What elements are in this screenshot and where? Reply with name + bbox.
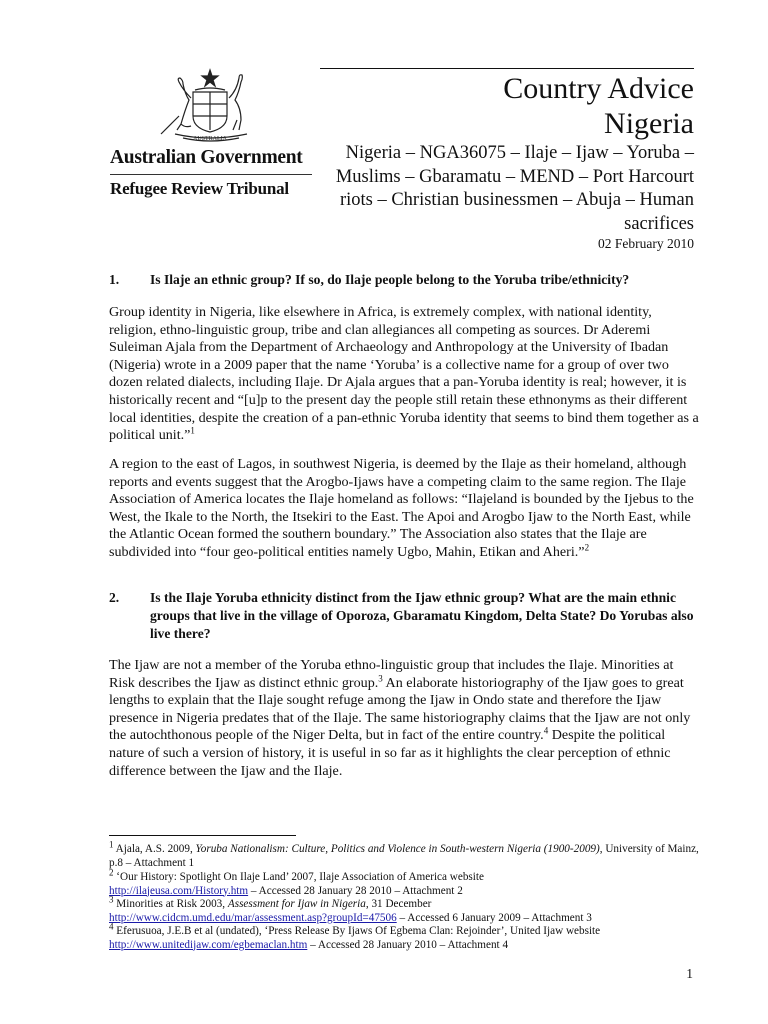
agency-divider — [110, 174, 312, 175]
footnote-text: Minorities at Risk 2003, — [113, 898, 228, 910]
footnote-divider — [109, 835, 296, 836]
agency-name: Australian Government — [110, 147, 303, 168]
section-heading-2 — [109, 589, 709, 643]
section-number: 1. — [109, 272, 120, 287]
footnote-text: , University of Mainz, p.8 – Attachment 1 — [109, 843, 699, 869]
paragraph-text: A region to the east of Lagos, in southwest Nigeria, is deemed by the Ilaje as their homeland, although reports and events suggest that the Arogbo-Ijaws have a competing claim to the same region. The Ilaje Association of America locates the Ilaje homeland as follows: “Ilajeland is bounded by the Ijebus to the West, the Ikale to the North, the Itsekiri to the East. The Apoi and Arogbo Ijaw to the North East, while the Atlantic Ocean formed the southern boundary.” The Association also states that the Ilaje are subdivided into “four geo-political entities namely Ugbo, Mahin, Etikan and Aheri.” — [109, 456, 694, 560]
footnote-text: – Accessed 28 January 28 2010 – Attachment 2 — [248, 884, 463, 897]
paragraph-1 — [109, 304, 701, 445]
footnote-text: , 31 December — [365, 898, 432, 910]
section-number: 2. — [109, 590, 120, 605]
section-question: Is Ilaje an ethnic group? If so, do Ilaje people belong to the Yoruba tribe/ethnicity? — [150, 272, 630, 287]
section-heading-1 — [109, 271, 709, 289]
tribunal-name: Refugee Review Tribunal — [110, 179, 289, 198]
header-rule — [320, 68, 694, 69]
paragraph-text: Group identity in Nigeria, like elsewhere in Africa, is extremely complex, with national identity, religion, ethno-linguistic group, tribe and clan allegiances all competing as sources. Dr Aderemi Suleiman Ajala from the Department of Archaeology and Anthropology at the University of Ibadan (Nigeria) wrote in a 2009 paper that the name ‘Yoruba’ is a collective name for a group of over two dozen related dialects, including Ilaje. Dr Ajala argues that a pan-Yoruba identity is real; however, it is historically recent and “[u]p to the present day the people still retain these ethnonyms as their different local identities, despite the creation of a pan-ethnic Yoruba identity that seems to bind them together as a political unit.” — [109, 304, 699, 444]
footnote-ref: 4 — [543, 725, 549, 736]
footnote-number: 1 — [109, 839, 114, 850]
document-country: Nigeria — [604, 107, 694, 140]
footnote-2 — [109, 867, 709, 898]
footnote-ref: 3 — [378, 672, 383, 683]
document-date: 02 February 2010 — [598, 236, 694, 251]
document-title: Country Advice — [503, 72, 694, 105]
paragraph-2 — [109, 456, 701, 562]
svg-text:AUSTRALIA: AUSTRALIA — [193, 136, 227, 142]
footnote-text: Ajala, A.S. 2009, — [113, 843, 196, 855]
paragraph-3 — [109, 657, 701, 780]
footnote-text: ‘Our History: Spotlight On Ilaje Land’ 2007, Ilaje Association of America website — [113, 871, 484, 883]
paragraph-text: Despite the political nature of such a version of history, it is useful in so far as it highlights the clear perception of ethnic difference between the Ijaw and the Ilaje. — [109, 727, 671, 779]
paragraph-text: The Ijaw are not a member of the Yoruba ethno-linguistic group that includes the Ilaje. Minorities at Risk describes the Ijaw as distinct ethnic group. — [109, 657, 674, 691]
footnote-3 — [109, 894, 709, 925]
footnote-title: Yoruba Nationalism: Culture, Politics and Violence in South-western Nigeria (1900-2009) — [195, 843, 600, 855]
footnote-link[interactable]: http://www.unitedijaw.com/egbemaclan.htm — [109, 938, 308, 951]
footnote-ref: 1 — [190, 425, 195, 436]
footnote-ref: 2 — [584, 542, 590, 553]
footnote-text: Eferusuoa, J.E.B et al (undated), ‘Press Release By Ijaws Of Egbema Clan: Rejoinder’, United Ijaw website — [113, 925, 601, 937]
coat-of-arms-logo — [155, 68, 265, 144]
footnote-text: – Accessed 6 January 2009 – Attachment 3 — [396, 911, 592, 924]
document-subject: Nigeria – NGA36075 – Ilaje – Ijaw – Yoruba – Muslims – Gbaramatu – MEND – Port Harcourt riots – Christian businessmen – Abuja – Human sacrifices — [335, 143, 694, 234]
footnote-link[interactable]: http://www.cidcm.umd.edu/mar/assessment.asp?groupId=47506 — [109, 911, 397, 924]
footnote-text: – Accessed 28 January 2010 – Attachment 4 — [307, 938, 509, 951]
footnote-number: 2 — [109, 867, 114, 878]
footnote-1 — [109, 839, 709, 870]
page-number: 1 — [686, 966, 693, 981]
footnote-link[interactable]: http://ilajeusa.com/History.htm — [109, 884, 249, 897]
footnote-number: 4 — [109, 921, 114, 932]
footnote-number: 3 — [109, 894, 114, 905]
footnote-4 — [109, 921, 709, 952]
footnote-title: Assessment for Ijaw in Nigeria — [227, 898, 366, 910]
section-question: Is the Ilaje Yoruba ethnicity distinct from the Ijaw ethnic group? What are the main ethnic groups that live in the village of Oporoza, Gbaramatu Kingdom, Delta State? Do Yorubas also live there? — [150, 590, 694, 641]
paragraph-text: An elaborate historiography of the Ijaw goes to great lengths to explain that the Ilaje sought refuge among the Ijaw in Ondo state and therefore the Ijaw presence in Nigeria predates that of the Ilaje. The same historiography claims that the Ijaw are not only the autochthonous people of the Niger Delta, but in fact of the entire country. — [109, 674, 691, 744]
